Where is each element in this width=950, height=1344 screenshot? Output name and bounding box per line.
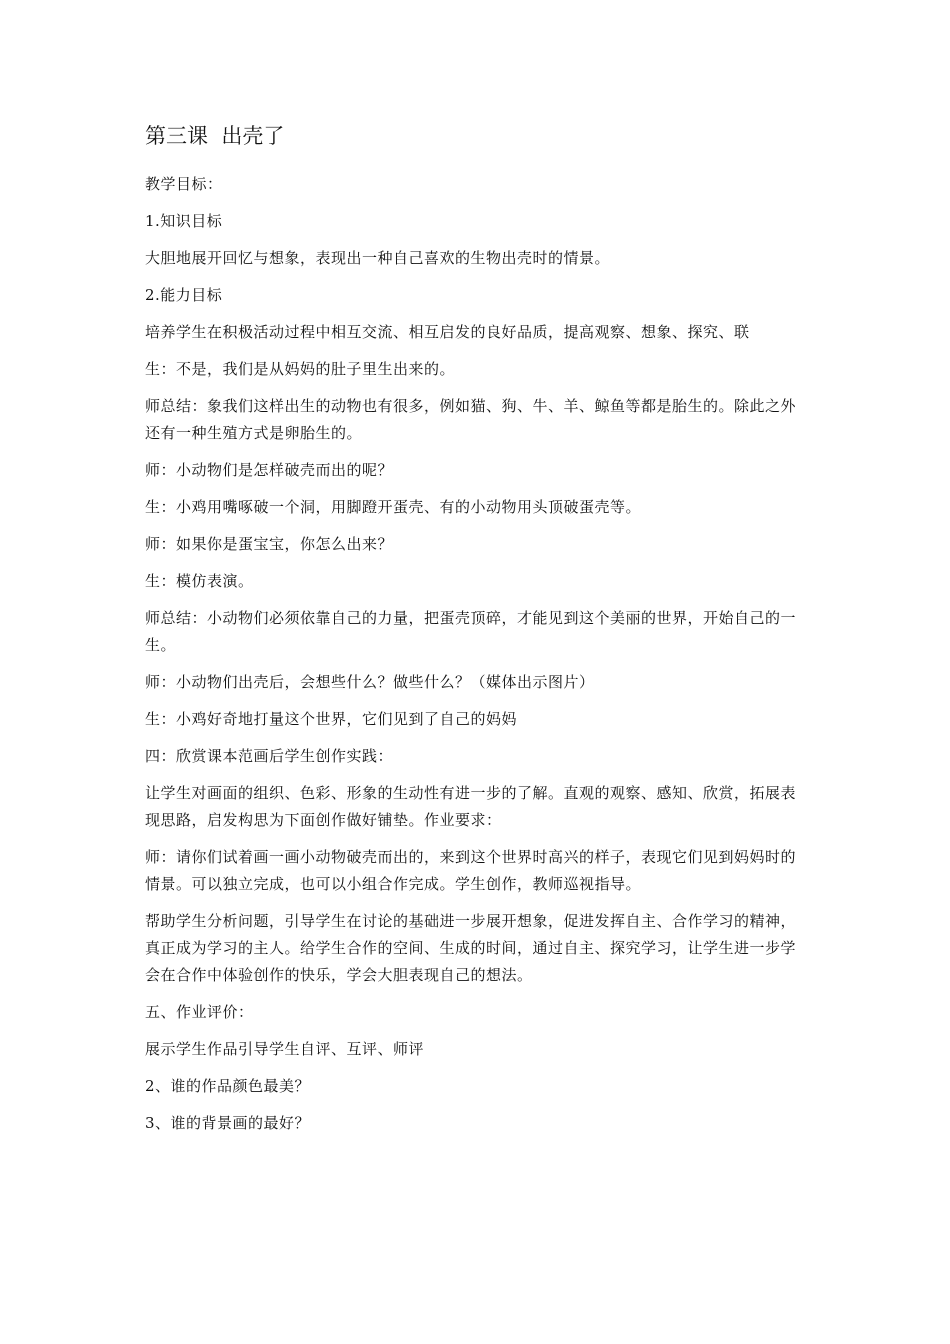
paragraph-knowledge-goal: 大胆地展开回忆与想象，表现出一种自己喜欢的生物出壳时的情景。 [145, 249, 611, 267]
lesson-body [145, 171, 808, 1147]
paragraph-teacher-question-3: 师：小动物们出壳后，会想些什么？做些什么？（媒体出示图片） [145, 673, 595, 691]
paragraph-evaluation: 展示学生作品引导学生自评、互评、师评 [145, 1040, 425, 1058]
paragraph-teacher-summary-1: 师总结：象我们这样出生的动物也有很多，例如猫、狗、牛、羊、鲸鱼等都是胎生的。除此之外还有一种生殖方式是卵胎生的。 [145, 397, 797, 442]
paragraph-objectives-heading: 教学目标： [145, 175, 223, 193]
paragraph-ability-goal-heading: 2.能力目标 [145, 286, 223, 304]
paragraph-guidance: 帮助学生分析问题，引导学生在讨论的基础进一步展开想象，促进发挥自主、合作学习的精神，真正成为学习的主人。给学生合作的空间、生成的时间，通过自主、探究学习，让学生进一步学会在合作中体验创作的快乐，学会大胆表现自己的想法。 [145, 912, 797, 984]
paragraph-student-answer-1: 生：不是，我们是从妈妈的肚子里生出来的。 [145, 360, 456, 378]
paragraph-student-answer-2: 生：小鸡用嘴啄破一个洞，用脚蹬开蛋壳、有的小动物用头顶破蛋壳等。 [145, 498, 642, 516]
paragraph-teacher-question-1: 师：小动物们是怎样破壳而出的呢？ [145, 461, 394, 479]
paragraph-knowledge-goal-heading: 1.知识目标 [145, 212, 223, 230]
paragraph-question-color: 2、谁的作品颜色最美？ [145, 1077, 311, 1095]
paragraph-student-answer-4: 生：小鸡好奇地打量这个世界，它们见到了自己的妈妈 [145, 710, 518, 728]
paragraph-teacher-assignment: 师：请你们试着画一画小动物破壳而出的，来到这个世界时高兴的样子，表现它们见到妈妈时的情景。可以独立完成，也可以小组合作完成。学生创作，教师巡视指导。 [145, 848, 797, 893]
paragraph-question-background: 3、谁的背景画的最好？ [145, 1114, 311, 1132]
paragraph-ability-goal: 培养学生在积极活动过程中相互交流、相互启发的良好品质，提高观察、想象、探究、联 [145, 323, 750, 341]
paragraph-section-four-heading: 四：欣赏课本范画后学生创作实践： [145, 747, 394, 765]
paragraph-teacher-question-2: 师：如果你是蛋宝宝，你怎么出来？ [145, 535, 394, 553]
lesson-title: 第三课 出壳了 [145, 124, 285, 148]
paragraph-section-five-heading: 五、作业评价： [145, 1003, 254, 1021]
paragraph-appreciation: 让学生对画面的组织、色彩、形象的生动性有进一步的了解。直观的观察、感知、欣赏，拓展表现思路，启发构思为下面创作做好铺垫。作业要求： [145, 784, 797, 829]
paragraph-teacher-summary-2: 师总结：小动物们必须依靠自己的力量，把蛋壳顶碎，才能见到这个美丽的世界，开始自己的一生。 [145, 609, 797, 654]
paragraph-student-answer-3: 生：模仿表演。 [145, 572, 254, 590]
